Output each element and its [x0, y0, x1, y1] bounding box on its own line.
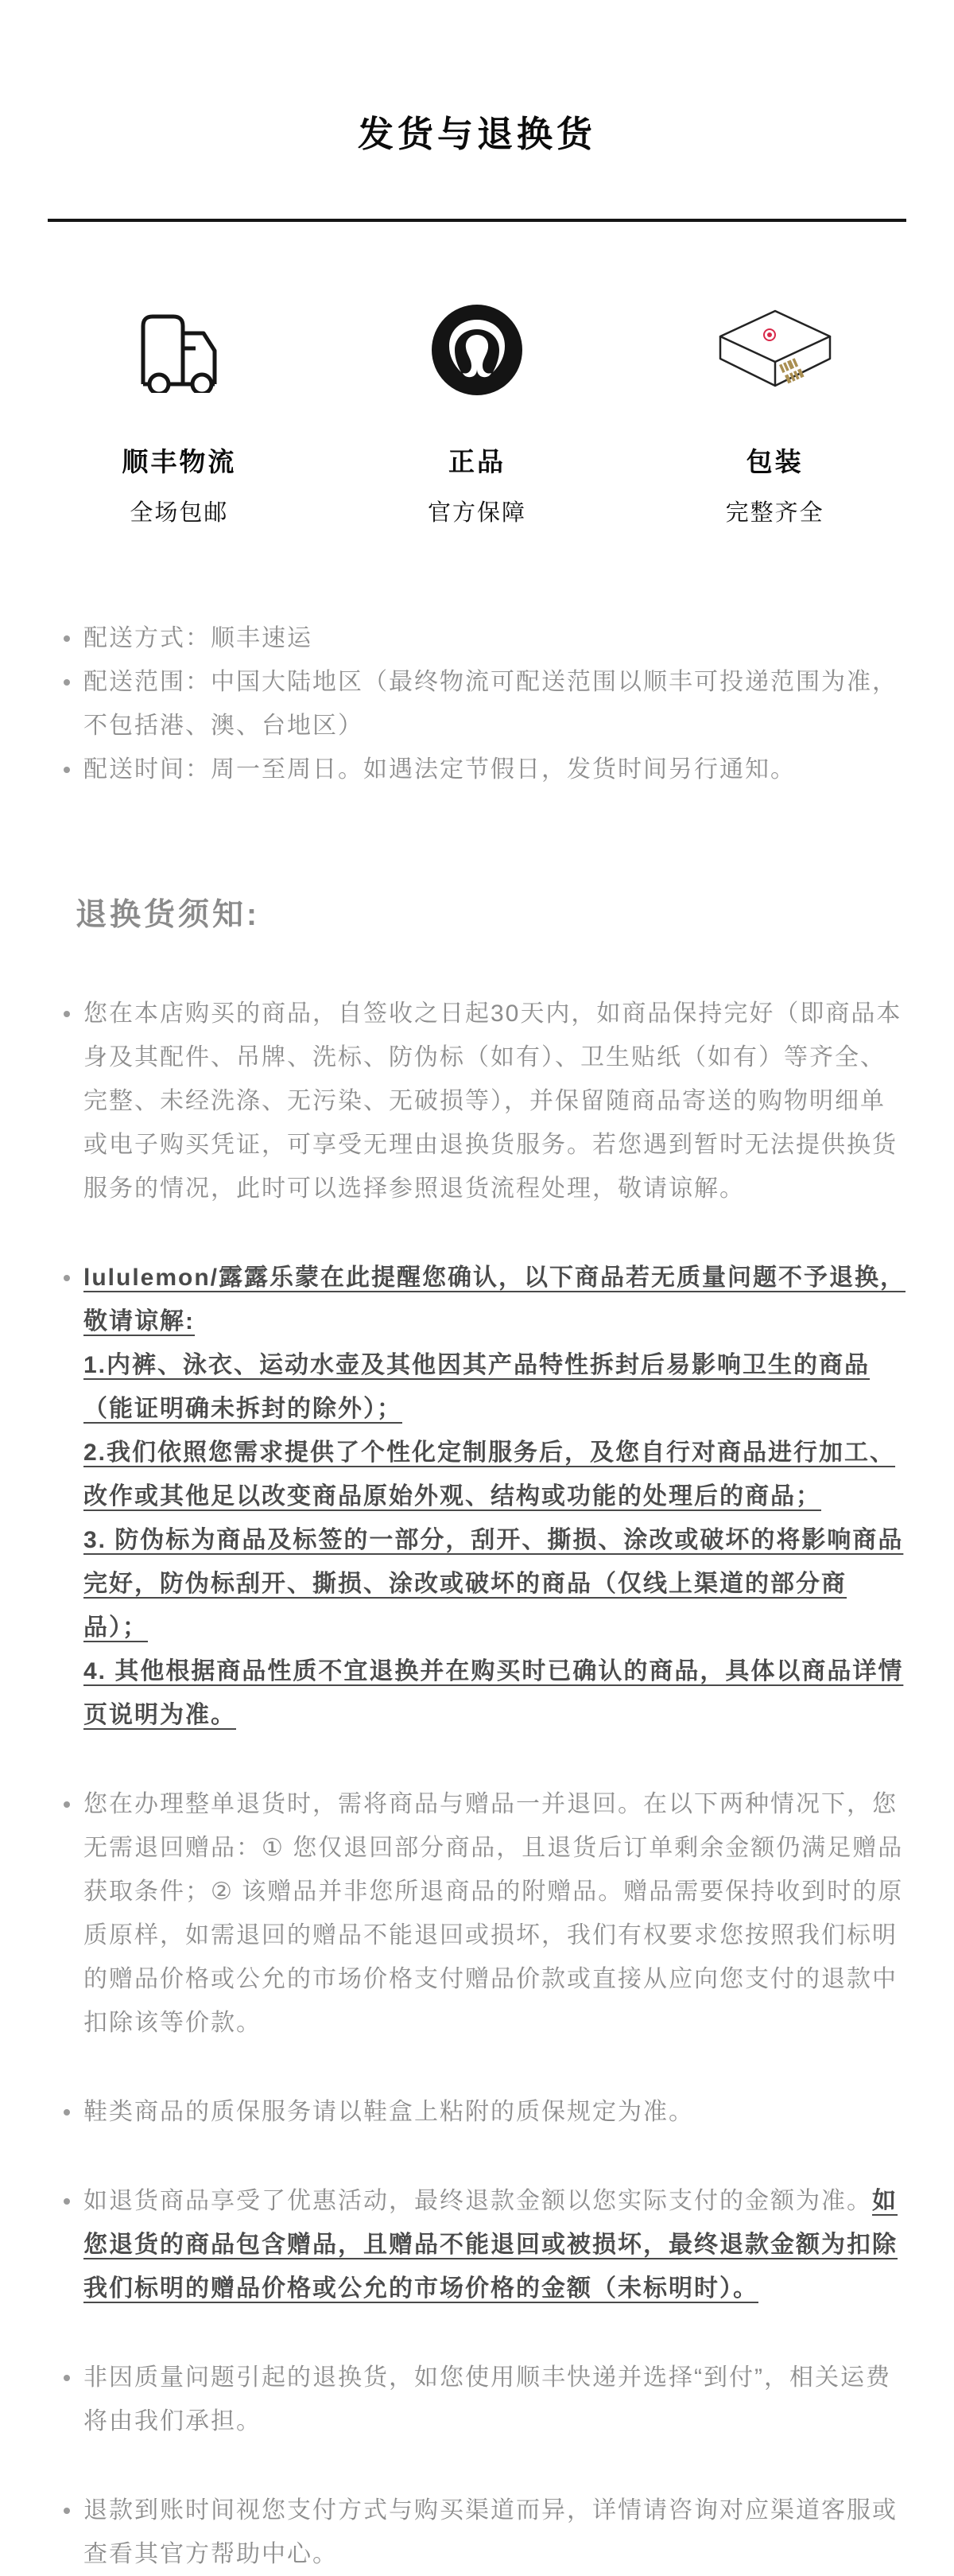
truck-icon — [30, 298, 328, 402]
list-item-refund-amount — [61, 2179, 908, 2310]
no-return-item-1: 1.内裤、泳衣、运动水壶及其他因其产品特性拆封后易影响卫生的商品（能证明确未拆封的除外）； — [83, 1352, 871, 1422]
bullet-dot-icon — [64, 679, 70, 686]
shipping-time-text: 配送时间：周一至周日。如遇法定节假日，发货时间另行通知。 — [83, 756, 796, 783]
bullet-dot-icon — [64, 767, 70, 773]
feature-sublabel: 官方保障 — [428, 500, 527, 526]
feature-authentic — [328, 298, 626, 527]
list-item-shipping-fee — [61, 2356, 908, 2443]
list-item-shoes-warranty — [61, 2090, 908, 2134]
feature-label: 顺丰物流 — [122, 447, 237, 476]
shipping-area-text: 配送范围：中国大陆地区（最终物流可配送范围以顺丰可投递范围为准，不包括港、澳、台地区） — [83, 669, 898, 739]
feature-label: 正品 — [448, 447, 506, 476]
no-return-item-4: 4. 其他根据商品性质不宜退换并在购买时已确认的商品，具体以商品详情页说明为准。 — [83, 1658, 904, 1728]
full-return-policy-text: 您在本店购买的商品，自签收之日起30天内，如商品保持完好（即商品本身及其配件、吊牌、洗标、防伪标（如有）、卫生贴纸（如有）等齐全、完整、未经洗涤、无污染、无破损等），并保留随商品寄送的购物明细单或电子购买凭证，可享受无理由退换货服务。若您遇到暂时无法提供换货服务的情况，此时可以选择参照退货流程处理，敬请谅解。 — [83, 1000, 902, 1202]
bullet-dot-icon — [64, 1011, 70, 1017]
list-item-shipping-time — [61, 748, 908, 791]
bullet-dot-icon — [64, 1275, 70, 1281]
bullet-dot-icon — [64, 2375, 70, 2381]
bullet-dot-icon — [64, 635, 70, 642]
returns-policy-list — [61, 992, 908, 2576]
bullet-dot-icon — [64, 2109, 70, 2116]
package-box-icon — [626, 298, 924, 402]
no-return-item-3: 3. 防伪标为商品及标签的一部分，刮开、撕损、涂改或破坏的将影响商品完好，防伪标刮开、撕损、涂改或破坏的商品（仅线上渠道的部分商品）； — [83, 1527, 904, 1641]
shipping-method-text: 配送方式：顺丰速运 — [83, 625, 312, 651]
refund-time-text: 退款到账时间视您支付方式与购买渠道而异，详情请咨询对应渠道客服或查看其官方帮助中心。 — [83, 2497, 898, 2567]
shipping-info-list — [61, 616, 908, 791]
feature-sublabel: 完整齐全 — [725, 500, 824, 526]
shipping-fee-text: 非因质量问题引起的退换货，如您使用顺丰快递并选择“到付”，相关运费将由我们承担。 — [83, 2364, 891, 2434]
refund-amount-emphasis-text: 如您退货的商品包含赠品，且赠品不能退回或被损坏，最终退款金额为扣除我们标明的赠品价格或公允的市场价格的金额（未标明时）。 — [83, 2188, 898, 2302]
lululemon-logo-icon — [328, 298, 626, 402]
page-title: 发货与退换货 — [357, 114, 596, 154]
bullet-dot-icon — [64, 1801, 70, 1808]
bullet-dot-icon — [64, 2198, 70, 2205]
returns-notice-heading: 退换货须知: — [76, 898, 260, 932]
feature-label: 包装 — [746, 447, 804, 476]
list-item-shipping-method — [61, 616, 908, 660]
list-item-shipping-area — [61, 660, 908, 748]
feature-sublabel: 全场包邮 — [130, 500, 229, 526]
list-item-full-return-policy — [61, 992, 908, 1210]
bullet-dot-icon — [64, 2508, 70, 2514]
refund-amount-text: 如退货商品享受了优惠活动，最终退款金额以您实际支付的金额为准。 — [83, 2188, 872, 2214]
list-item-no-return-goods — [61, 1256, 908, 1737]
shoes-warranty-text: 鞋类商品的质保服务请以鞋盒上粘附的质保规定为准。 — [83, 2099, 694, 2125]
divider — [48, 219, 906, 222]
feature-shipping — [30, 298, 328, 527]
feature-packaging — [626, 298, 924, 527]
no-return-intro-text: lululemon/露露乐蒙在此提醒您确认，以下商品若无质量问题不予退换，敬请谅解: — [83, 1265, 906, 1335]
no-return-item-2: 2.我们依照您需求提供了个性化定制服务后，及您自行对商品进行加工、改作或其他足以改变商品原始外观、结构或功能的处理后的商品； — [83, 1440, 896, 1509]
list-item-refund-time — [61, 2489, 908, 2576]
list-item-gift-return-policy — [61, 1782, 908, 2045]
feature-row — [30, 298, 924, 527]
gift-return-policy-text: 您在办理整单退货时，需将商品与赠品一并退回。在以下两种情况下，您无需退回赠品：① 您仅退回部分商品，且退货后订单剩余金额仍满足赠品获取条件；② 该赠品并非您所退商品的附赠品。赠品需要保持收到时的原质原样，如需退回的赠品不能退回或损坏，我们有权要求您按照我们标明的赠品价格或公允的市场价格支付赠品价款或直接从应向您支付的退款中扣除该等价款。 — [83, 1791, 904, 2036]
